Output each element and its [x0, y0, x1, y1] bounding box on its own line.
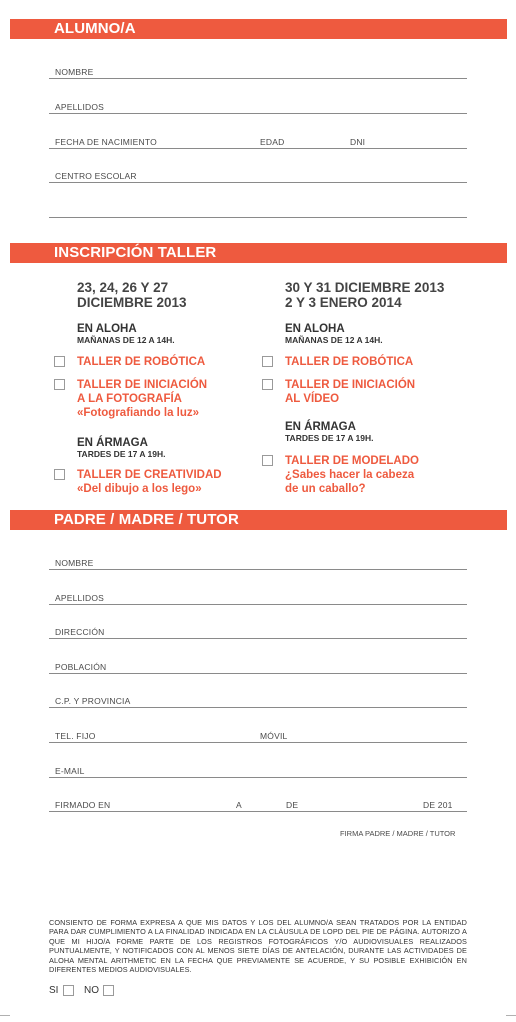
signature-label: FIRMA PADRE / MADRE / TUTOR: [340, 829, 456, 838]
right-schedule2: TARDES DE 17 A 19H.: [285, 433, 374, 443]
phone-row[interactable]: [49, 729, 467, 743]
right-dates: [285, 280, 444, 310]
consent-text: CONSIENTO DE FORMA EXPRESA A QUE MIS DATOS Y LOS DEL ALUMNO/A SEAN TRATADOS POR LA ENTIDAD PARA DAR CUMPLIMIENTO A LA FINALIDAD INDICADA EN LA CLÁUSULA DE LOPD DEL PIE DE PÁGINA. AUTORIZO A QUE MI HIJO/A FORME PARTE DE LOS REGISTROS FOTOGRÁFICOS Y/O AUDIOVISUALES REALIZADOS PUNTUALMENTE, Y NOTIFICADOS CON AL MENOS SIETE DÍAS DE ANTELACIÓN, DURANTE LAS ACTIVIDADES DE ALOHA MENTAL ARITHMETIC EN LA FECHA QUE PREVIAMENTE SE ACUERDE, Y SU POSIBLE EXHIBICIÓN EN DIFERENTES MEDIOS AUDIOVISUALES.: [49, 918, 467, 975]
option-line: TALLER DE MODELADO: [285, 455, 419, 467]
option-label: [285, 454, 419, 496]
option-line: de un caballo?: [285, 483, 366, 495]
option-line: AL VÍDEO: [285, 393, 340, 405]
left-dates: [77, 280, 187, 310]
age-label: EDAD: [260, 137, 285, 147]
checkbox[interactable]: [262, 379, 273, 390]
left-schedule2: TARDES DE 17 A 19H.: [77, 449, 166, 459]
guardian-name-label: NOMBRE: [55, 558, 94, 568]
right-location2: [285, 421, 374, 444]
guardian-section-title: PADRE / MADRE / TUTOR: [54, 511, 239, 528]
guardian-section-header: [10, 510, 507, 530]
town-label: POBLACIÓN: [55, 662, 107, 672]
right-dates-line2: 2 Y 3 ENERO 2014: [285, 295, 402, 310]
option-line: «Del dibujo a los lego»: [77, 483, 202, 495]
landline-label: TEL. FIJO: [55, 731, 96, 741]
yes-label: SI: [49, 985, 59, 996]
no-label: NO: [84, 985, 99, 996]
left-location2: [77, 437, 166, 460]
signed-in-label: FIRMADO EN: [55, 800, 111, 810]
option-line: TALLER DE INICIACIÓN: [77, 379, 208, 391]
right-dates-line1: 30 Y 31 DICIEMBRE 2013: [285, 280, 445, 295]
birthdate-label: FECHA DE NACIMIENTO: [55, 137, 157, 147]
postal-province-label: C.P. Y PROVINCIA: [55, 696, 131, 706]
option-line: ¿Sabes hacer la cabeza: [285, 469, 415, 481]
checkbox[interactable]: [262, 356, 273, 367]
guardian-name-field[interactable]: [49, 556, 467, 570]
option-line: «Fotografiando la luz»: [77, 407, 200, 419]
left-dates-line2: DICIEMBRE 2013: [77, 295, 187, 310]
checkbox[interactable]: [262, 455, 273, 466]
student-surname-label: APELLIDOS: [55, 102, 105, 112]
guardian-surname-label: APELLIDOS: [55, 593, 105, 603]
email-label: E-MAIL: [55, 766, 85, 776]
signed-row[interactable]: [49, 798, 467, 812]
left-location1: [77, 323, 175, 346]
option-label: [77, 378, 207, 420]
address-field[interactable]: [49, 625, 467, 639]
right-location2-name: EN ÁRMAGA: [285, 421, 356, 433]
left-dates-line1: 23, 24, 26 Y 27: [77, 280, 169, 295]
left-location2-name: EN ÁRMAGA: [77, 437, 148, 449]
option-label: [77, 468, 222, 496]
left-location1-name: EN ALOHA: [77, 323, 137, 335]
town-field[interactable]: [49, 660, 467, 674]
year-label: DE 201: [423, 800, 453, 810]
checkbox[interactable]: [54, 379, 65, 390]
dni-label: DNI: [350, 137, 366, 147]
yes-checkbox[interactable]: [63, 985, 74, 996]
postal-province-field[interactable]: [49, 694, 467, 708]
right-schedule1: MAÑANAS DE 12 A 14H.: [285, 335, 383, 345]
address-label: DIRECCIÓN: [55, 627, 105, 637]
workshop-section-header: [10, 243, 507, 263]
on-label: A: [236, 800, 242, 810]
right-location1-name: EN ALOHA: [285, 323, 345, 335]
student-name-label: NOMBRE: [55, 67, 94, 77]
option-label: TALLER DE ROBÓTICA: [285, 356, 414, 368]
option-line: TALLER DE INICIACIÓN: [285, 379, 416, 391]
checkbox[interactable]: [54, 469, 65, 480]
student-section-title: ALUMNO/A: [54, 20, 136, 37]
option-line: TALLER DE CREATIVIDAD: [77, 469, 222, 481]
of-label: DE: [286, 800, 299, 810]
cut-mark-right: [506, 1015, 516, 1016]
school-field[interactable]: [49, 169, 467, 183]
option-label: TALLER DE ROBÓTICA: [77, 356, 206, 368]
workshop-section-title: INSCRIPCIÓN TALLER: [54, 244, 217, 261]
guardian-surname-field[interactable]: [49, 591, 467, 605]
student-name-field[interactable]: [49, 65, 467, 79]
student-surname-field[interactable]: [49, 100, 467, 114]
cut-mark-left: [0, 1015, 10, 1016]
mobile-label: MÓVIL: [260, 731, 288, 741]
left-schedule1: MAÑANAS DE 12 A 14H.: [77, 335, 175, 345]
school-extra-line[interactable]: [49, 204, 467, 218]
option-line: A LA FOTOGRAFÍA: [77, 393, 182, 405]
email-field[interactable]: [49, 764, 467, 778]
checkbox[interactable]: [54, 356, 65, 367]
student-birth-row[interactable]: [49, 135, 467, 149]
student-section-header: [10, 19, 507, 39]
option-label: [285, 378, 415, 406]
school-label: CENTRO ESCOLAR: [55, 171, 137, 181]
no-checkbox[interactable]: [103, 985, 114, 996]
right-location1: [285, 323, 383, 346]
